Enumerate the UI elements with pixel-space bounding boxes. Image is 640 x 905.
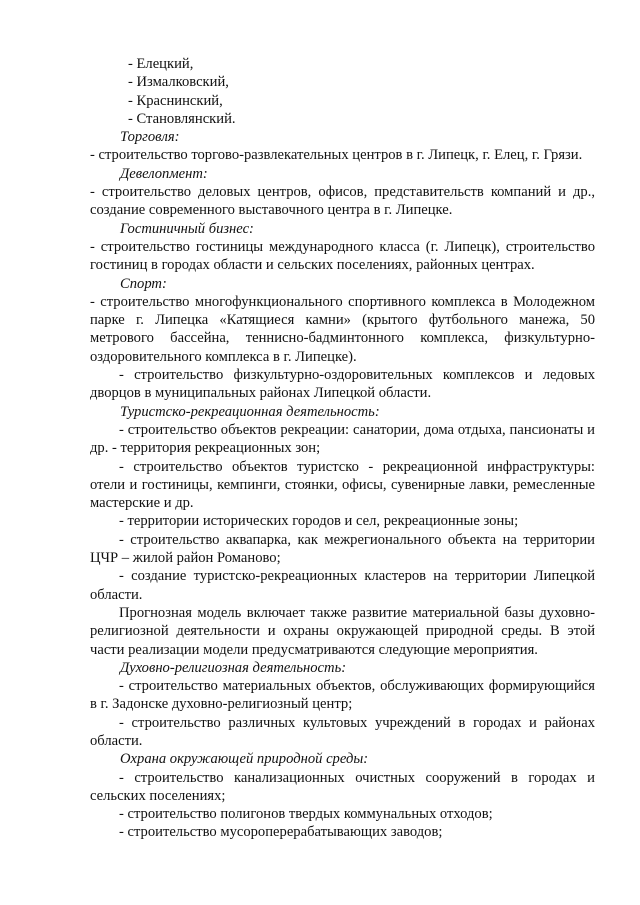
section-heading-religion: Духовно-религиозная деятельность: bbox=[120, 659, 347, 676]
sport-item: - строительство многофункционального спортивного комплекса в Молодежном парке г. Липецка «Катящиеся камни» (крытого футбольного манежа, 50 метрового бассейна, теннисно-бадминтонного комплекса, физкультурно-оздоровительного комплекса в г. Липецке). bbox=[90, 293, 595, 365]
region-item: - Краснинский, bbox=[128, 92, 223, 109]
section-heading-hotel: Гостиничный бизнес: bbox=[120, 220, 254, 237]
religion-item: - строительство материальных объектов, обслуживающих формирующийся в г. Задонске духовно-религиозный центр; bbox=[90, 678, 595, 713]
tourism-item: - создание туристско-рекреационных кластеров на территории Липецкой области. bbox=[90, 568, 595, 603]
region-item: - Елецкий, bbox=[128, 56, 194, 72]
region-item: - Измалковский, bbox=[128, 74, 229, 91]
hotel-item: - строительство гостиницы международного класса (г. Липецк), строительство гостиниц в городах области и сельских поселениях, районных центрах. bbox=[90, 238, 595, 274]
region-item: - Становлянский. bbox=[128, 110, 236, 127]
environment-item: - строительство канализационных очистных сооружений в городах и сельских поселениях; bbox=[90, 769, 595, 804]
tourism-item: - строительство объектов туристско - рекреационной инфраструктуры: отели и гостиницы, кемпинги, стоянки, офисы, сувенирные лавки, ремесленные мастерские и др. bbox=[90, 458, 595, 512]
development-item: - строительство деловых центров, офисов, представительств компаний и др., создание современного выставочного центра в г. Липецке. bbox=[90, 184, 595, 219]
trade-item: - строительство торгово-развлекательных центров в г. Липецк, г. Елец, г. Грязи. bbox=[90, 147, 583, 164]
sport-item: - строительство физкультурно-оздоровительных комплексов и ледовых дворцов в муниципальных районах Липецкой области. bbox=[90, 367, 595, 402]
religion-item: - строительство различных культовых учреждений в городах и районах области. bbox=[90, 714, 595, 749]
section-heading-sport: Спорт: bbox=[120, 275, 167, 292]
tourism-item: - строительство объектов рекреации: санатории, дома отдыха, пансионаты и др. - территория рекреационных зон; bbox=[90, 421, 595, 457]
environment-item: - строительство мусороперерабатывающих заводов; bbox=[119, 824, 443, 841]
tourism-item: - территории исторических городов и сел, рекреационные зоны; bbox=[119, 513, 519, 530]
document-page bbox=[90, 55, 595, 842]
section-heading-tourism: Туристско-рекреационная деятельность: bbox=[120, 403, 380, 420]
tourism-item: - строительство аквапарка, как межрегионального объекта на территории ЦЧР – жилой район Романово; bbox=[90, 531, 595, 567]
environment-item: - строительство полигонов твердых коммунальных отходов; bbox=[119, 806, 493, 823]
forecast-paragraph: Прогнозная модель включает также развитие материальной базы духовно-религиозной деятельности и охраны окружающей природной среды. В этой части реализации модели предусматриваются следующие мероприятия. bbox=[90, 604, 595, 658]
section-heading-trade: Торговля: bbox=[120, 129, 180, 146]
section-heading-development: Девелопмент: bbox=[120, 165, 208, 182]
section-heading-environment: Охрана окружающей природной среды: bbox=[120, 751, 369, 768]
